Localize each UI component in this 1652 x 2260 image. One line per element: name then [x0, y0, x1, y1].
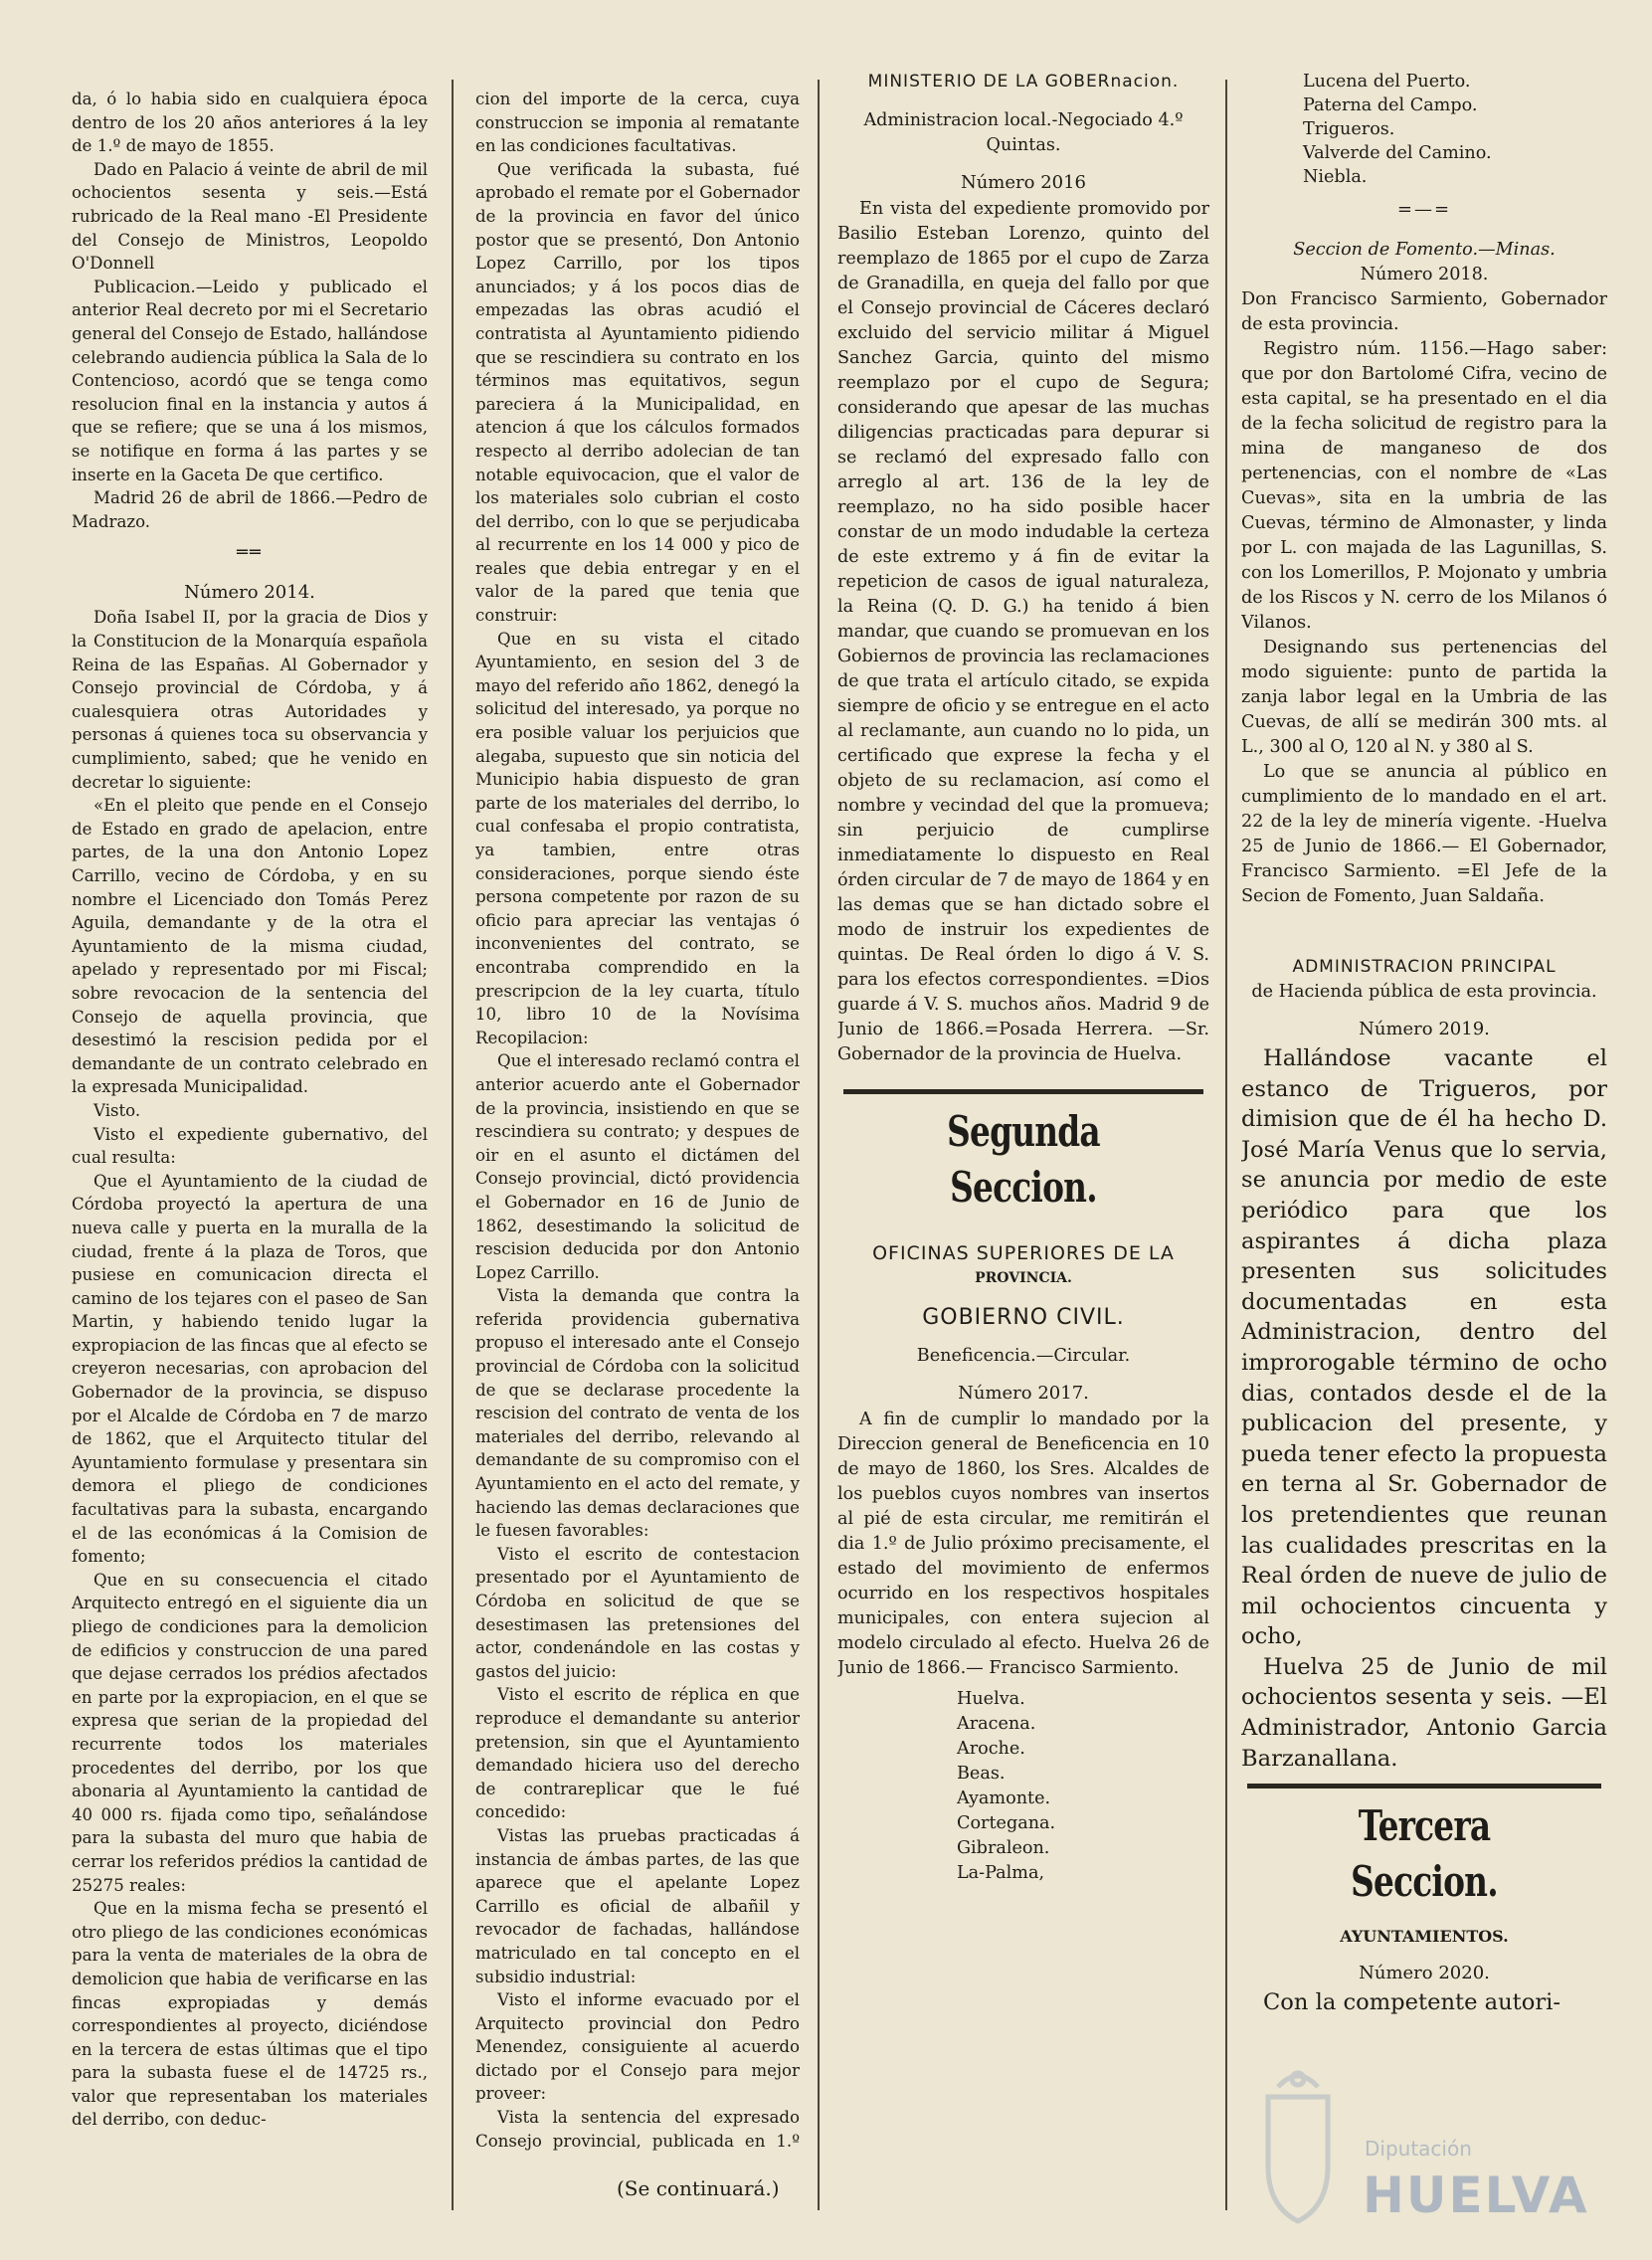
list-item: Aracena. [957, 1714, 1036, 1734]
notice-number: Número 2020. [1359, 1963, 1490, 1984]
signature: Huelva 25 de Junio de mil ochocientos sesenta y seis. —El Administrador, Antonio Garcia Barzanallana. [1241, 1653, 1607, 1772]
paragraph: Hallándose vacante el estanco de Trigueros, por dimision que de él ha hecho D. José María Venus que lo servia, se anuncia por medio de este periódico para que los aspirantes á dicha plaza presenten sus solicitudes documentadas en esta Administracion, dentro del improrogable término de ocho dias, contados desde el de la publicacion del presente, y pueda tener efecto la propuesta en terna al Sr. Gobernador de los pretendientes que reunan las cualidades prescritas en la Real órden de nueve de julio de mil ochocientos cincuenta y ocho, [1241, 1045, 1607, 1650]
paragraph: En vista del expediente promovido por Basilio Esteban Lorenzo, quinto del reemplazo de 1865 por el cupo de Zarza de Granadilla, en queja del fallo por que el Consejo provincial de Cáceres declaró excluido del servicio militar á Miguel Sanchez Garcia, quinto del mismo reemplazo por el cupo de Segura; considerando que apesar de las muchas diligencias practicadas para depurar si se reclamó del expresado fallo con arreglo al art. 136 de la ley de reemplazo, no ha sido posible hacer constar de un modo indudable la certeza de este extremo y á fin de evitar la repeticion de casos de igual naturaleza, la Reina (Q. D. G.) ha tenido á bien mandar, que cuando se promuevan en los Gobiernos de provincia las reclamaciones de que trata el artículo citado, se expida siempre de oficio y se entregue en el acto al reclamante, aun cuando no lo pida, un certificado que exprese la fecha y el objeto de su reclamacion, así como el nombre y vecindad del que la promueva; sin perjuicio de cumplirse inmediatamente lo dispuesto en Real órden circular de 7 de mayo de 1864 y en las demas que se han dictado sobre el modo de instruir los expedientes de quintas. De Real órden lo digo á V. S. para los efectos correspondientes. =Dios guarde á V. S. muchos años. Madrid 9 de Junio de 1866.=Posada Herrera. —Sr. Gobernador de la provincia de Huelva. [837, 199, 1209, 1064]
section-heading: MINISTERIO DE LA GOBERnacion. [867, 72, 1180, 92]
paragraph: Vista la sentencia del expresado Consejo provincial, publicada en 1.º [475, 2108, 800, 2151]
paragraph: Don Francisco Sarmiento, Gobernador de esta provincia. [1241, 289, 1607, 334]
list-item: La-Palma, [957, 1863, 1045, 1883]
list-item: Beas. [957, 1764, 1006, 1784]
notice-number: Número 2017. [958, 1383, 1089, 1404]
paragraph: da, ó lo habia sido en cualquiera época dentro de los 20 años anteriores á la ley de 1.º de mayo de 1855. [72, 90, 428, 156]
paragraph: Visto el informe evacuado por el Arquitecto provincial don Pedro Menendez, consiguiente al acuerdo dictado por el Consejo para mejor proveer: [475, 1990, 800, 2104]
paragraph: Vista la demanda que contra la referida providencia gubernativa propuso el interesado ante el Consejo provincial de Córdoba con la solicitud de que se declarase procedente la rescision del contrato de venta de los materiales del derribo, relevando al demandante de su compromiso con el Ayuntamiento en el acto del remate, y haciendo las demas declaraciones que le fuesen favorables: [475, 1286, 800, 1541]
paragraph: Registro núm. 1156.—Hago saber: que por don Bartolomé Cifra, vecino de esta capital, se ha presentado en el dia de la fecha solicitud de registro para la mina de manganeso de dos pertenencias, con el nombre de «Las Cuevas», sita en la umbria de las Cuevas, término de Almonaster, y linda por L. con majada de las Lagunillas, S. con los Lomerillos, P. Mojonato y umbria de los Riscos y N. cerro de los Milanos ó Vilanos. [1241, 339, 1607, 633]
paragraph: «En el pleito que pende en el Consejo de Estado en grado de apelacion, entre partes, de la una don Antonio Lopez Carrillo, vecino de Córdoba, y en su nombre el Licenciado don Tomás Perez Aguila, demandante y de la otra el Ayuntamiento de la misma ciudad, apelado y representado por mi Fiscal; sobre revocacion de la sentencia del Consejo de aquella provincia, que desestimó la rescision pedida por el demandante de un contrato celebrado en la expresada Municipalidad. [72, 796, 428, 1097]
paragraph: Que el interesado reclamó contra el anterior acuerdo ante el Gobernador de la provincia, insistiendo en que se rescindiera su contrato; y despues de oir en el asunto el dictámen del Consejo provincial, dictó providencia el Gobernador en 16 de Junio de 1862, desestimando la solicitud de rescision deducida por don Antonio Lopez Carrillo. [475, 1051, 800, 1282]
section-title: Tercera Seccion. [1351, 1801, 1498, 1907]
section-heading: ADMINISTRACION PRINCIPAL [1292, 957, 1557, 977]
town-list [837, 1687, 1209, 1886]
column-4 [1241, 70, 1607, 2220]
paragraph: Visto el expediente gubernativo, del cual resulta: [72, 1124, 428, 1168]
column-1 [72, 88, 428, 2220]
paragraph: Que en la misma fecha se presentó el otro pliego de las condiciones económicas para la venta de materiales de la obra de demolicion que habia de verificarse en las fincas expropiadas y demás correspondientes al proyecto, diciéndose en la tercera de estas últimas que el tipo para la subasta fuese el de 14725 rs., valor que representaban los materiales del derribo, con deduc- [72, 1899, 428, 2130]
section-rule [1247, 1784, 1601, 1789]
paragraph: Que el Ayuntamiento de la ciudad de Córdoba proyectó la apertura de una nueva calle y puerta en la muralla de la ciudad, frente á la plaza de Toros, que pusiese en comunicacion directa el camino de los tejares con el paseo de San Martin, y habiendo tenido lugar la expropiacion de las fincas que al efecto se creyeron necesarias, con aprobacion del Gobernador de la provincia, se dispuso por el Alcalde de Córdoba en 7 de marzo de 1862, que el Arquitecto titular del Ayuntamiento formulase y presentara sin demora el pliego de condiciones facultativas para la subasta, encargando el de las económicas á la Comision de fomento; [72, 1171, 428, 1567]
paragraph: Publicacion.—Leido y publicado el anterior Real decreto por mi el Secretario general del Consejo de Estado, hallándose celebrando audiencia pública la Sala de lo Contencioso, acordó que se tenga como resolucion final en la instancia y autos á que se refiere; que se una á los mismos, se notifique en forma á las partes y se inserte en la Gaceta De que certifico. [72, 277, 428, 484]
paragraph: Que en su vista el citado Ayuntamiento, en sesion del 3 de mayo del referido año 1862, denegó la solicitud del interesado, ya porque no era posible valuar los perjuicios que alegaba, supuesto que sin noticia del Municipio habia dispuesto de gran parte de los materiales del derribo, lo cual confesaba el propio contratista, ya tambien, entre otras consideraciones, porque siendo éste persona competente por razon de su oficio para apreciar las ventajas ó inconvenientes del contrato, se encontraba comprendido en la prescripcion de la ley cuarta, título 10, libro 10 de la Novísima Recopilacion: [475, 629, 800, 1047]
notice-number: Número 2016 [960, 172, 1087, 193]
watermark-text: HUELVA [1363, 2166, 1589, 2224]
notice-number: Número 2018. [1360, 265, 1489, 284]
paragraph: Vistas las pruebas practicadas á instancia de ámbas partes, de las que aparece que el apelante Lopez Carrillo es oficial de albañil y revocador de fachadas, hallándose matriculado en tal concepto en el subsidio industrial: [475, 1825, 800, 1986]
section-heading: GOBIERNO CIVIL. [922, 1305, 1125, 1330]
paragraph: Visto. [93, 1100, 141, 1120]
subheading: Seccion de Fomento.—Minas. [1293, 240, 1556, 260]
paragraph: Doña Isabel II, por la gracia de Dios y la Constitucion de la Monarquía española Reina de las Españas. Al Gobernador y Consejo provincial de Córdoba, y á cualesquiera otras Autoridades y personas á quienes toca su observancia y cumplimiento, sabed; que he venido en decretar lo siguiente: [72, 608, 428, 792]
section-heading-cont: PROVINCIA. [975, 1270, 1072, 1286]
list-item: Trigueros. [1303, 119, 1395, 139]
section-rule [843, 1089, 1203, 1094]
paragraph: A fin de cumplir lo mandado por la Direccion general de Beneficencia en 10 de mayo de 1860, los Sres. Alcaldes de los pueblos cuyos nombres van insertos al pié de esta circular, me remitirán el dia 1.º de Julio próximo precisamente, el estado del movimiento de enfermos ocurrido en los respectivos hospitales municipales, con entera sujecion al modelo circulado al efecto. Huelva 26 de Junio de 1866.— Francisco Sarmiento. [837, 1410, 1209, 1678]
notice-number: Número 2014. [184, 581, 315, 603]
subheading: Beneficencia.—Circular. [916, 1346, 1131, 1366]
paragraph: cion del importe de la cerca, cuya construccion se imponia al rematante en las condiciones facultativas. [475, 90, 800, 156]
divider: =—= [1396, 199, 1452, 220]
section-heading: AYUNTAMIENTOS. [1340, 1927, 1509, 1947]
signature: Madrid 26 de abril de 1866.—Pedro de Madrazo. [72, 488, 428, 531]
section-heading: OFICINAS SUPERIORES DE LA [872, 1242, 1175, 1264]
list-item: Valverde del Camino. [1303, 143, 1492, 163]
subheading: de Hacienda pública de esta provincia. [1251, 982, 1597, 1002]
list-item: Lucena del Puerto. [1303, 72, 1471, 92]
list-item: Ayamonte. [957, 1789, 1051, 1808]
paragraph: Visto el escrito de contestacion presentado por el Ayuntamiento de Córdoba en solicitud de que se desestimasen las pretensiones del actor, condenándole en las costas y gastos del juicio: [475, 1544, 800, 1681]
paragraph: Visto el escrito de réplica en que reproduce el demandante su anterior pretension, sin que el Ayuntamiento demandado hiciera uso del derecho de contrareplicar que le fué concedido: [475, 1685, 800, 1822]
list-item: Cortegana. [957, 1813, 1056, 1833]
paragraph: Que en su consecuencia el citado Arquitecto entregó en el siguiente dia un pliego de condiciones para la demolicion de edificios y construccion de una pared que dejase cerrados los prédios afectados en parte por la expropiacion, en el que se expresa que serian de la propiedad del recurrente todos los materiales procedentes del derribo, por los que abonaria al Ayuntamiento la cantidad de 40 000 rs. fijada como tipo, señalándose para la subasta del muro que habia de cerrar los referidos prédios la cantidad de 25275 reales: [72, 1570, 428, 1895]
list-item: Gibraleon. [957, 1838, 1050, 1858]
column-2 [475, 88, 800, 2151]
notice-number: Número 2019. [1359, 1019, 1490, 1039]
list-item: Aroche. [957, 1739, 1025, 1759]
continued-note: (Se continuará.) [617, 2176, 780, 2200]
divider: ══ [237, 542, 263, 564]
column-3 [837, 70, 1209, 2220]
watermark-subtitle: Diputación [1365, 2137, 1472, 2161]
paragraph: Lo que se anuncia al público en cumplimiento de lo mandado en el art. 22 de la ley de minería vigente. -Huelva 25 de Junio de 1866.— El Gobernador, Francisco Sarmiento. =El Jefe de la Secion de Fomento, Juan Saldaña. [1241, 762, 1607, 906]
list-item: Huelva. [957, 1689, 1025, 1709]
paragraph: Que verificada la subasta, fué aprobado el remate por el Gobernador de la provincia en favor del único postor que se presentó, Don Antonio Lopez Carrillo, por los tipos anunciados; y á los pocos dias de empezadas las obras acudió el contratista al Ayuntamiento pidiendo que se rescindiera su contrato en los términos mas equitativos, segun pareciera á la Municipalidad, en atencion á que los cálculos formados respecto al derribo adolecian de tan notable equivocacion, que el valor de los materiales solo cubrian el costo del derribo, con lo que se perjudicaba al recurrente en los 14 000 y pico de reales que debia entregar y en el valor de la pared que tenia que construir: [475, 159, 800, 626]
column-rule [1225, 80, 1227, 2210]
list-item: Paterna del Campo. [1303, 95, 1478, 115]
paragraph: Con la competente autori- [1263, 1989, 1561, 2016]
subheading: Administracion local.-Negociado 4.º Quintas. [863, 110, 1184, 155]
town-list [1241, 70, 1607, 189]
paragraph: Dado en Palacio á veinte de abril de mil ochocientos sesenta y seis.—Está rubricado de la Real mano -El Presidente del Consejo de Ministros, Leopoldo O'Donnell [72, 159, 428, 274]
column-rule [452, 80, 454, 2210]
paragraph: Designando sus pertenencias del modo siguiente: punto de partida la zanja labor legal en la Umbria de las Cuevas, de allí se medirán 300 mts. al L., 300 al O, 120 al N. y 380 al S. [1241, 638, 1607, 757]
section-title: Segunda Seccion. [947, 1107, 1100, 1212]
column-rule [818, 80, 820, 2210]
list-item: Niebla. [1303, 167, 1368, 187]
